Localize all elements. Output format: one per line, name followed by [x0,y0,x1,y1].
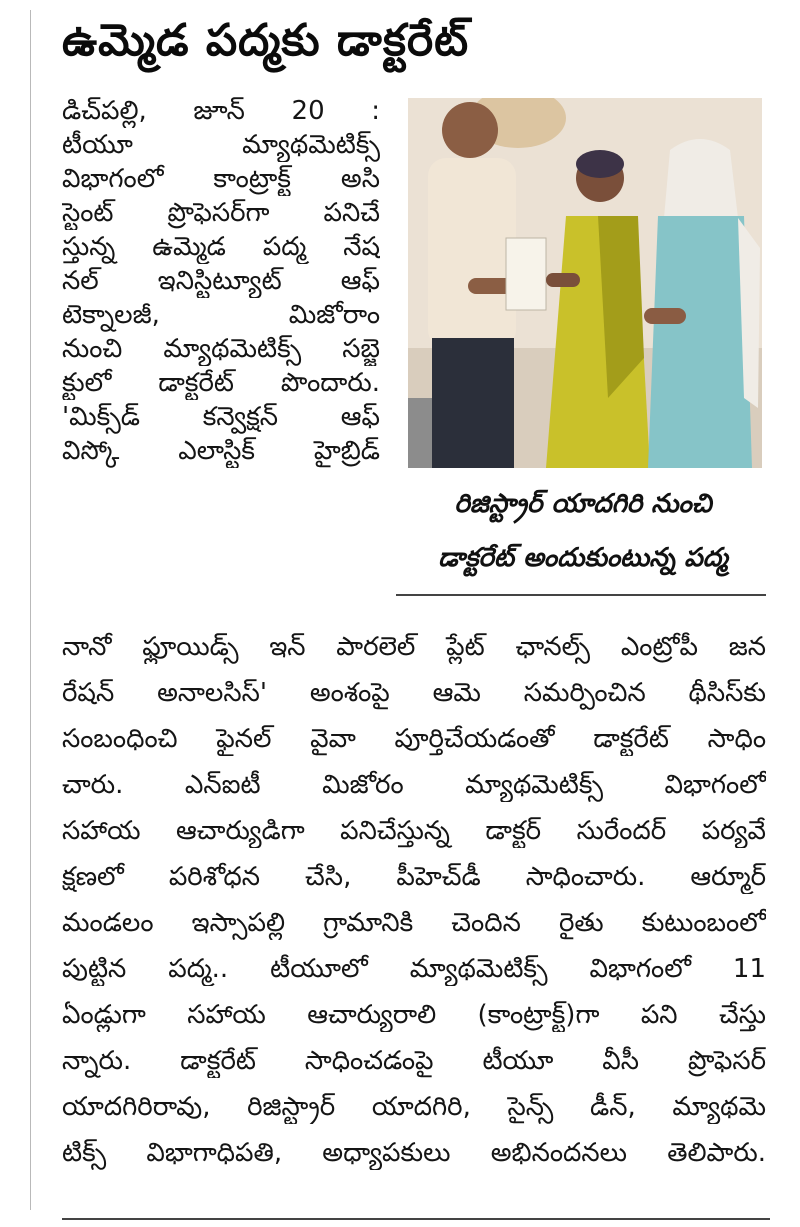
body-line: క్షణలో పరిశోధన చేసి, పీహెచ్‌డీ సాధించారు. ఆర్మూర్ [62,862,766,892]
body-line: స్టెంట్ ప్రొఫెసర్‌గా పనిచే [62,198,380,228]
body-line: టిక్స్ విభాగాధిపతి, అధ్యాపకులు అభినందనలు తెలిపారు. [62,1138,766,1168]
body-line: నుంచి మ్యాథమెటిక్స్ సబ్జె [62,334,380,364]
bottom-divider [62,1218,770,1220]
body-line: విస్కో ఎలాస్టిక్ హైబ్రిడ్ [62,436,380,466]
body-line: క్టులో డాక్టరేట్ పొందారు. [62,368,380,398]
headline: ఉమ్మెడ పద్మకు డాక్టరేట్ [62,15,470,66]
photo-caption-line: రిజిస్ట్రార్ యాదగిరి నుంచి [454,489,712,519]
body-line: స్తున్న ఉమ్మెడ పద్మ నేష [62,232,380,262]
body-line: యాదగిరిరావు, రిజిస్ట్రార్ యాదగిరి, సైన్స్ డీన్, మ్యాథమె [62,1092,766,1122]
body-line: సంబంధించి ఫైనల్ వైవా పూర్తిచేయడంతో డాక్టరేట్ సాధిం [62,724,766,754]
body-line: సహాయ ఆచార్యుడిగా పనిచేస్తున్న డాక్టర్ సురేందర్ పర్యవే [62,816,766,846]
body-line: పుట్టిన పద్మ.. టీయూలో మ్యాథమెటిక్స్ విభాగంలో 11 [62,954,766,984]
body-line: రేషన్ అనాలసిస్' అంశంపై ఆమె సమర్పించిన థీసిస్‌కు [62,678,766,708]
body-line: మండలం ఇస్సాపల్లి గ్రామానికి చెందిన రైతు కుటుంబంలో [62,908,766,938]
body-line: న్నారు. డాక్టరేట్ సాధించడంపై టీయూ వీసీ ప్రొఫెసర్ [62,1046,766,1076]
body-line: చారు. ఎన్ఐటీ మిజోరం మ్యాథమెటిక్స్ విభాగంలో [62,770,766,800]
body-line: డిచ్‌పల్లి, జూన్ 20 : [62,96,380,126]
column-divider [30,10,31,1210]
body-line: విభాగంలో కాంట్రాక్ట్ అసి [62,164,380,194]
body-line: ఏండ్లుగా సహాయ ఆచార్యురాలి (కాంట్రాక్ట్)గా పని చేస్తు [62,1000,766,1030]
body-line: 'మిక్స్‌డ్ కన్వెక్షన్ ఆఫ్ [62,402,380,432]
body-line: టీయూ మ్యాథమెటిక్స్ [62,130,380,160]
body-line: టెక్నాలజీ, మిజోరాం [62,300,380,330]
caption-divider [396,594,766,596]
news-photo [408,98,762,468]
body-line: నల్ ఇనిస్టిట్యూట్ ఆఫ్ [62,266,380,296]
photo-caption-line: డాక్టరేట్ అందుకుంటున్న పద్మ [438,543,728,573]
body-line: నానో ఫ్లూయిడ్స్ ఇన్ పారలెల్ ప్లేట్ ఛానల్స్ ఎంట్రోపీ జన [62,632,766,662]
photo-illustration [408,98,762,468]
